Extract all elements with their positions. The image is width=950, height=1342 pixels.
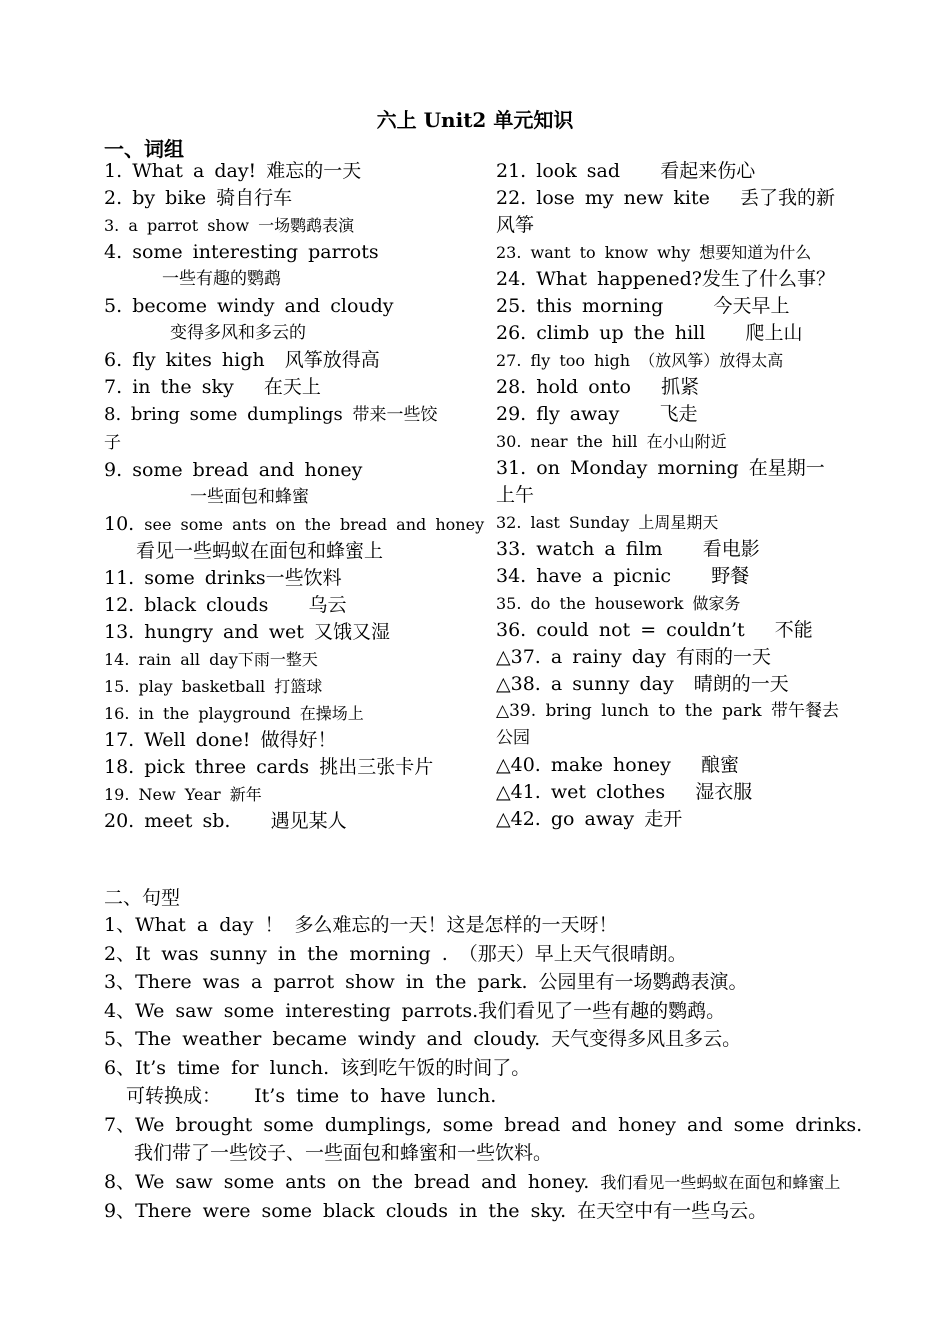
list-item: 18. pick three cards 挑出三张卡片: [104, 756, 434, 778]
list-item: 16. in the playground 在操场上: [104, 704, 364, 723]
list-item: 4. some interesting parrots: [104, 241, 379, 263]
list-item: 6. fly kites high 风筝放得高: [104, 349, 380, 371]
list-item: 21. look sad 看起来伤心: [496, 160, 756, 182]
list-item: 20. meet sb. 遇见某人: [104, 810, 347, 832]
list-item: △39. bring lunch to the park 带午餐去公园: [496, 701, 839, 748]
list-item: 17. Well done! 做得好！: [104, 729, 337, 751]
sentence-item: 9、There were some black clouds in the sky. 在天空中有一些乌云。: [104, 1200, 768, 1222]
list-item: 8. bring some dumplings 带来一些饺子: [104, 404, 438, 453]
sentence-item: 3、There was a parrot show in the park. 公园里有一场鹦鹉表演。: [104, 971, 748, 993]
list-item: 35. do the housework 做家务: [496, 594, 741, 613]
list-item: △42. go away 走开: [496, 808, 683, 830]
sentence-item: 6、It’s time for lunch. 该到吃午饭的时间了。: [104, 1056, 531, 1079]
list-item: 9. some bread and honey: [104, 459, 363, 481]
list-item-translation: 变得多风和多云的: [170, 323, 306, 343]
list-item: 24. What happened?发生了什么事？: [496, 268, 836, 290]
list-item: 31. on Monday morning 在星期一上午: [496, 457, 825, 506]
list-item: 10. see some ants on the bread and honey: [104, 513, 485, 535]
list-item: 3. a parrot show 一场鹦鹉表演: [104, 216, 355, 235]
list-item: 14. rain all day下雨一整天: [104, 650, 318, 669]
list-item: 33. watch a film 看电影: [496, 538, 760, 560]
sentence-item: 2、It was sunny in the morning . （那天）早上天气很晴朗。: [104, 942, 687, 965]
list-item: 26. climb up the hill 爬上山: [496, 322, 803, 344]
list-item-translation: 看见一些蚂蚁在面包和蜂蜜上: [136, 540, 384, 562]
sentence-item: 1、What a day ！ 多么难忘的一天！这是怎样的一天呀！: [104, 914, 618, 936]
section-heading-phrases: 一、词组: [104, 137, 184, 161]
list-item: 23. want to know why 想要知道为什么: [496, 243, 812, 262]
list-item: 7. in the sky 在天上: [104, 376, 321, 398]
list-item: 22. lose my new kite 丢了我的新风筝: [496, 187, 835, 236]
list-item: 36. could not = couldn’t 不能: [496, 619, 813, 641]
section-heading-sentences: 二、句型: [104, 887, 181, 909]
list-item: 34. have a picnic 野餐: [496, 565, 750, 587]
list-item: 27. fly too high （放风筝）放得太高: [496, 351, 784, 370]
list-item: 12. black clouds 乌云: [104, 594, 347, 616]
list-item: 29. fly away 飞走: [496, 403, 698, 425]
page-title: 六上 Unit2 单元知识: [376, 108, 574, 132]
list-item: 11. some drinks一些饮料: [104, 567, 342, 589]
list-item: △37. a rainy day 有雨的一天: [496, 646, 772, 668]
list-item: 30. near the hill 在小山附近: [496, 432, 727, 451]
list-item: 25. this morning 今天早上: [496, 295, 790, 317]
sentence-translation: 我们带了一些饺子、一些面包和蜂蜜和一些饮料。: [134, 1142, 553, 1164]
list-item-translation: 一些有趣的鹦鹉: [162, 269, 281, 289]
list-item: △38. a sunny day 晴朗的一天: [496, 673, 789, 695]
phrase-column-left: [104, 158, 485, 835]
list-item: 2. by bike 骑自行车: [104, 187, 293, 209]
list-item: △40. make honey 酿蜜: [496, 754, 740, 776]
sentence-item: 8、We saw some ants on the bread and honey. 我们看见一些蚂蚁在面包和蜂蜜上: [104, 1170, 841, 1193]
list-item: 5. become windy and cloudy: [104, 295, 394, 317]
sentence-list: [104, 911, 864, 1226]
list-item: 28. hold onto 抓紧: [496, 376, 700, 398]
sentence-item: 5、The weather became windy and cloudy. 天气变得多风且多云。: [104, 1028, 742, 1050]
sentence-item: 可转换成： It’s time to have lunch.: [126, 1085, 497, 1107]
list-item: 13. hungry and wet 又饿又湿: [104, 621, 390, 643]
list-item: △41. wet clothes 湿衣服: [496, 781, 753, 803]
list-item: 32. last Sunday 上周星期天: [496, 513, 719, 532]
list-item-translation: 一些面包和蜂蜜: [190, 487, 309, 507]
list-item: 1. What a day! 难忘的一天: [104, 160, 362, 182]
list-item: 15. play basketball 打篮球: [104, 677, 323, 696]
sentence-item: 7、We brought some dumplings, some bread and honey and some drinks.: [104, 1113, 863, 1136]
sentence-item: 4、We saw some interesting parrots.我们看见了一些有趣的鹦鹉。: [104, 999, 726, 1022]
phrase-column-right: [496, 158, 841, 833]
list-item: 19. New Year 新年: [104, 785, 262, 804]
